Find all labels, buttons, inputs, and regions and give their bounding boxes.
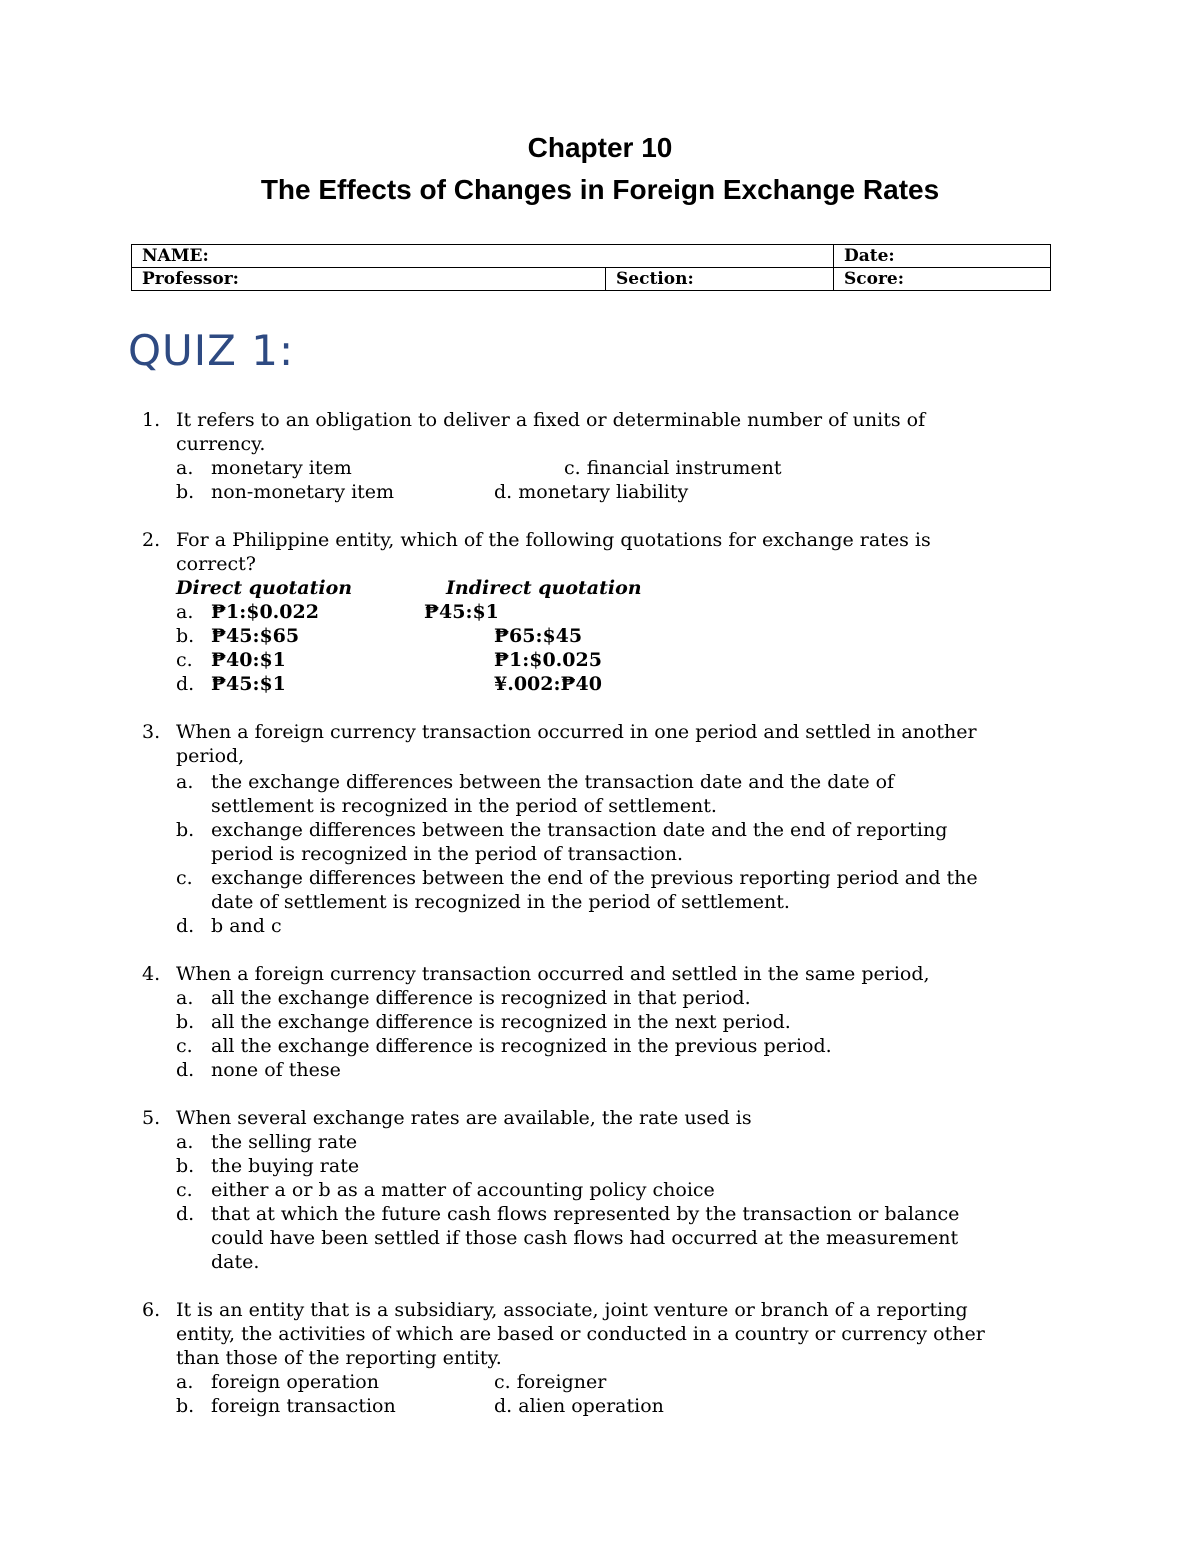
q2-text-line1: For a Philippine entity, which of the following quotations for exchange rates is — [176, 529, 931, 551]
q1-text-line1: It refers to an obligation to deliver a fixed or determinable number of units of — [176, 409, 926, 431]
q5-number: 5. — [142, 1107, 161, 1129]
q6-option-c[interactable]: c. foreigner — [494, 1371, 607, 1393]
q3-option-b-line1[interactable]: exchange differences between the transaction date and the end of reporting — [211, 819, 948, 841]
q1-option-c[interactable]: c. financial instrument — [564, 457, 782, 479]
q4-option-b[interactable]: all the exchange difference is recognized in the next period. — [211, 1011, 791, 1033]
q5-option-b-label: b. — [176, 1155, 195, 1177]
q2-row-c-direct[interactable]: ₱40:$1 — [211, 649, 286, 671]
q6-option-a-label: a. — [176, 1371, 194, 1393]
q4-option-b-label: b. — [176, 1011, 195, 1033]
q5-option-c-label: c. — [176, 1179, 193, 1201]
q1-option-b-label: b. — [176, 481, 195, 503]
section-field[interactable]: Section: — [606, 268, 834, 291]
q4-option-c[interactable]: all the exchange difference is recognized in the previous period. — [211, 1035, 832, 1057]
chapter-title: The Effects of Changes in Foreign Exchange Rates — [260, 174, 940, 205]
q4-text-line1: When a foreign currency transaction occurred and settled in the same period, — [176, 963, 930, 985]
student-info-table — [131, 244, 1051, 291]
q5-option-d-line1[interactable]: that at which the future cash flows represented by the transaction or balance — [211, 1203, 960, 1225]
q6-option-d[interactable]: d. alien operation — [494, 1395, 664, 1417]
q4-number: 4. — [142, 963, 161, 985]
q4-option-d-label: d. — [176, 1059, 195, 1081]
q1-text-line2: currency. — [176, 433, 266, 455]
q2-row-b-label: b. — [176, 625, 195, 647]
q3-option-d[interactable]: b and c — [211, 915, 282, 937]
q3-option-b-line2[interactable]: period is recognized in the period of transaction. — [211, 843, 684, 865]
q2-direct-header: Direct quotation — [176, 577, 353, 599]
chapter-number: Chapter 10 — [527, 132, 673, 163]
q3-option-a-line1[interactable]: the exchange differences between the transaction date and the date of — [211, 771, 895, 793]
q1-number: 1. — [142, 409, 161, 431]
q1-option-a[interactable]: monetary item — [211, 457, 352, 479]
q3-option-d-label: d. — [176, 915, 195, 937]
date-field[interactable]: Date: — [834, 245, 1051, 268]
q6-number: 6. — [142, 1299, 161, 1321]
q5-option-a[interactable]: the selling rate — [211, 1131, 358, 1153]
q2-row-b-indirect[interactable]: ₱65:$45 — [494, 625, 583, 647]
q6-option-a[interactable]: foreign operation — [211, 1371, 379, 1393]
q1-option-b[interactable]: non-monetary item — [211, 481, 395, 503]
q6-text-line1: It is an entity that is a subsidiary, associate, joint venture or branch of a reporting — [176, 1299, 968, 1321]
score-field[interactable]: Score: — [834, 268, 1051, 291]
q4-option-c-label: c. — [176, 1035, 193, 1057]
q6-option-b[interactable]: foreign transaction — [211, 1395, 396, 1417]
q2-number: 2. — [142, 529, 161, 551]
q2-text-line2: correct? — [176, 553, 256, 575]
q2-row-d-label: d. — [176, 673, 195, 695]
quiz-heading: QUIZ 1: — [128, 326, 295, 375]
q2-row-a-indirect[interactable]: ₱45:$1 — [424, 601, 499, 623]
q3-number: 3. — [142, 721, 161, 743]
q5-option-d-label: d. — [176, 1203, 195, 1225]
q3-option-c-line2[interactable]: date of settlement is recognized in the period of settlement. — [211, 891, 790, 913]
q2-row-d-indirect[interactable]: ¥.002:₱40 — [494, 673, 602, 695]
q3-text-line2: period, — [176, 745, 245, 767]
q4-option-d[interactable]: none of these — [211, 1059, 341, 1081]
q2-row-a-direct[interactable]: ₱1:$0.022 — [211, 601, 319, 623]
q2-row-d-direct[interactable]: ₱45:$1 — [211, 673, 286, 695]
q5-option-b[interactable]: the buying rate — [211, 1155, 360, 1177]
q3-option-c-line1[interactable]: exchange differences between the end of the previous reporting period and the — [211, 867, 978, 889]
q5-option-d-line3[interactable]: date. — [211, 1251, 260, 1273]
q2-indirect-header: Indirect quotation — [446, 577, 642, 599]
name-field[interactable]: NAME: — [132, 245, 834, 268]
q3-option-a-line2[interactable]: settlement is recognized in the period of settlement. — [211, 795, 717, 817]
q1-option-a-label: a. — [176, 457, 194, 479]
q6-option-b-label: b. — [176, 1395, 195, 1417]
q2-row-b-direct[interactable]: ₱45:$65 — [211, 625, 300, 647]
q5-text-line1: When several exchange rates are available, the rate used is — [176, 1107, 752, 1129]
q2-row-a-label: a. — [176, 601, 194, 623]
q6-text-line2: entity, the activities of which are based or conducted in a country or currency other — [176, 1323, 985, 1345]
q6-text-line3: than those of the reporting entity. — [176, 1347, 502, 1369]
q5-option-d-line2[interactable]: could have been settled if those cash flows had occurred at the measurement — [211, 1227, 959, 1249]
q5-option-a-label: a. — [176, 1131, 194, 1153]
q4-option-a[interactable]: all the exchange difference is recognized in that period. — [211, 987, 751, 1009]
q3-option-a-label: a. — [176, 771, 194, 793]
q3-option-b-label: b. — [176, 819, 195, 841]
q3-option-c-label: c. — [176, 867, 193, 889]
professor-field[interactable]: Professor: — [132, 268, 606, 291]
q2-row-c-label: c. — [176, 649, 193, 671]
q1-option-d[interactable]: d. monetary liability — [494, 481, 689, 503]
q2-row-c-indirect[interactable]: ₱1:$0.025 — [494, 649, 602, 671]
q5-option-c[interactable]: either a or b as a matter of accounting policy choice — [211, 1179, 715, 1201]
q4-option-a-label: a. — [176, 987, 194, 1009]
q3-text-line1: When a foreign currency transaction occurred in one period and settled in another — [176, 721, 977, 743]
